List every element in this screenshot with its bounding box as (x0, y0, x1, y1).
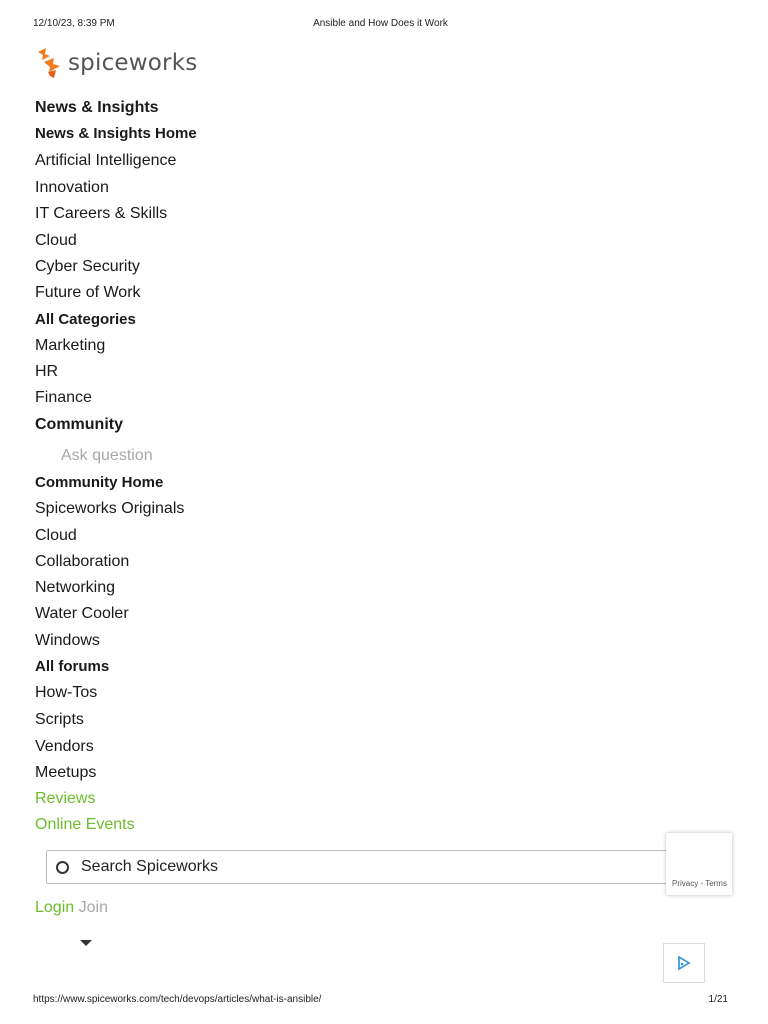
nav-water-cooler[interactable]: Water Cooler (35, 605, 129, 622)
join-link[interactable]: Join (78, 899, 108, 916)
nav-vendors[interactable]: Vendors (35, 738, 94, 755)
ask-question-link[interactable]: Ask question (61, 447, 153, 464)
nav-community[interactable]: Community (35, 416, 123, 433)
adchoices-icon (677, 955, 691, 971)
nav-scripts[interactable]: Scripts (35, 711, 84, 728)
page-number: 1/21 (708, 994, 728, 1005)
nav-artificial-intelligence[interactable]: Artificial Intelligence (35, 152, 177, 169)
search-box[interactable] (46, 850, 706, 884)
nav-online-events[interactable]: Online Events (35, 816, 135, 833)
nav-how-tos[interactable]: How-Tos (35, 684, 98, 701)
nav-networking[interactable]: Networking (35, 579, 116, 596)
search-input[interactable]: Search Spiceworks (81, 858, 218, 875)
nav-finance[interactable]: Finance (35, 389, 92, 406)
nav-meetups[interactable]: Meetups (35, 764, 97, 781)
nav-community-cloud[interactable]: Cloud (35, 527, 77, 544)
nav-innovation[interactable]: Innovation (35, 179, 109, 196)
print-header (33, 18, 728, 32)
nav-news-insights[interactable]: News & Insights (35, 99, 159, 116)
nav-cloud[interactable]: Cloud (35, 232, 77, 249)
nav-reviews[interactable]: Reviews (35, 790, 96, 807)
adchoices-button[interactable] (663, 943, 705, 983)
logo-wordmark: spiceworks (68, 50, 198, 76)
spiceworks-logo-icon (34, 46, 66, 80)
nav-marketing[interactable]: Marketing (35, 337, 106, 354)
recaptcha-badge[interactable] (666, 833, 732, 895)
nav-collaboration[interactable]: Collaboration (35, 553, 130, 570)
nav-cyber-security[interactable]: Cyber Security (35, 258, 140, 275)
print-title: Ansible and How Does it Work (313, 18, 448, 29)
spiceworks-logo[interactable] (34, 46, 197, 80)
nav-news-insights-home[interactable]: News & Insights Home (35, 125, 197, 142)
nav-hr[interactable]: HR (35, 363, 59, 380)
search-icon (56, 861, 69, 874)
print-date: 12/10/23, 8:39 PM (33, 18, 115, 29)
nav-windows[interactable]: Windows (35, 632, 100, 649)
nav-community-home[interactable]: Community Home (35, 474, 164, 491)
print-url: https://www.spiceworks.com/tech/devops/articles/what-is-ansible/ (33, 994, 322, 1005)
print-footer (33, 994, 728, 1008)
caret-down-icon[interactable] (80, 940, 92, 946)
nav-it-careers[interactable]: IT Careers & Skills (35, 205, 168, 222)
nav-all-categories[interactable]: All Categories (35, 311, 136, 328)
recaptcha-links[interactable]: Privacy - Terms (672, 879, 727, 888)
nav-spiceworks-originals[interactable]: Spiceworks Originals (35, 500, 185, 517)
auth-links (35, 898, 108, 918)
login-link[interactable]: Login (35, 899, 75, 916)
nav-all-forums[interactable]: All forums (35, 658, 110, 675)
nav-future-of-work[interactable]: Future of Work (35, 284, 141, 301)
